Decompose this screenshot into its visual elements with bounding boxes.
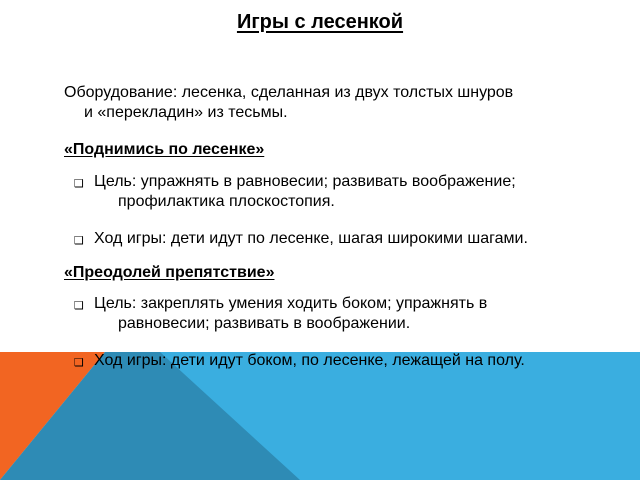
- hollow-square-bullet-icon: ❑: [74, 235, 84, 247]
- hollow-square-bullet-icon: ❑: [74, 300, 84, 312]
- hollow-square-bullet-icon: ❑: [74, 178, 84, 190]
- equipment-text-line1: Оборудование: лесенка, сделанная из двух толстых шнуров: [64, 84, 514, 101]
- game-heading-2: «Преодолей препятствие»: [64, 264, 275, 281]
- bullet-text-line2: профилактика плоскостопия.: [118, 193, 335, 210]
- slide-title: [0, 9, 640, 35]
- bullet-text-line1: Цель: упражнять в равновесии; развивать воображение;: [94, 173, 516, 190]
- game-heading-1: «Поднимись по лесенке»: [64, 141, 265, 158]
- bullet-text-line2: равновесии; развивать в воображении.: [118, 315, 411, 332]
- equipment-text-line2: и «перекладин» из тесьмы.: [84, 104, 288, 121]
- bullet-text-line1: Ход игры: дети идут боком, по лесенке, лежащей на полу.: [94, 352, 525, 369]
- hollow-square-bullet-icon: ❑: [74, 357, 84, 369]
- slide-title-text: Игры с лесенкой: [236, 11, 404, 33]
- bullet-text-line1: Ход игры: дети идут по лесенке, шагая широкими шагами.: [94, 230, 528, 247]
- bullet-text-line1: Цель: закреплять умения ходить боком; упражнять в: [94, 295, 488, 312]
